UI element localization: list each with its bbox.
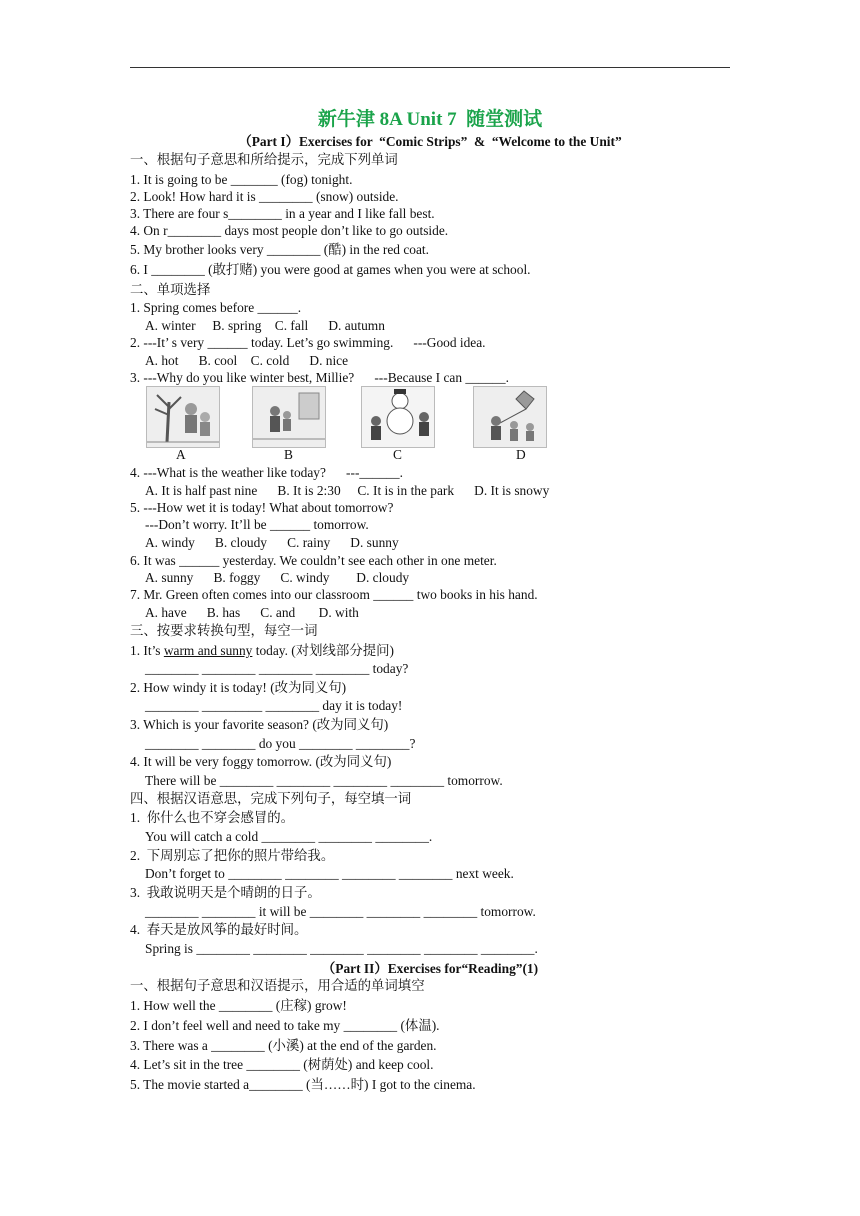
snowman-picture-icon (361, 386, 435, 448)
answer-blank-line: ________ ________ it will be ________ ________ ________ tomorrow. (145, 904, 536, 919)
options-line: A. It is half past nine B. It is 2:30 C. It is in the park D. It is snowy (145, 483, 550, 498)
question-line: 1. It is going to be _______ (fog) tonight. (130, 172, 353, 187)
question-line (130, 642, 394, 659)
picture-label: C (393, 447, 402, 462)
answer-blank-line: There will be ________ ________ ________ ________ tomorrow. (145, 773, 503, 788)
section-heading: 三、按要求转换句型，每空一词 (130, 623, 318, 638)
question-line: 1. 你什么也不穿会感冒的。 (130, 810, 295, 825)
answer-blank-line: Spring is ________ ________ ________ ________ ________ ________. (145, 941, 538, 956)
question-line: 5. ---How wet it is today! What about tomorrow? (130, 500, 394, 515)
section-heading: 一、根据句子意思和所给提示，完成下列单词 (130, 152, 398, 167)
question-text: 1. It’s (130, 643, 164, 658)
question-line: 3. ---Why do you like winter best, Millie? ---Because I can ______. (130, 370, 509, 385)
answer-blank-line: ________ ________ do you ________ ________? (145, 736, 416, 751)
question-line: 3. There are four s________ in a year and I like fall best. (130, 206, 435, 221)
picture-label: B (284, 447, 293, 462)
tree-planting-picture-icon (146, 386, 220, 448)
options-line: A. sunny B. foggy C. windy D. cloudy (145, 570, 410, 585)
question-line: 6. I ________ (敢打赌) you were good at games when you were at school. (130, 262, 531, 277)
picture-label: A (176, 447, 186, 462)
question-line: 1. How well the ________ (庄稼) grow! (130, 998, 347, 1013)
question-line: 6. It was ______ yesterday. We couldn’t see each other in one meter. (130, 553, 497, 568)
question-line: 4. It will be very foggy tomorrow. (改为同义句) (130, 754, 392, 769)
question-line: 3. 我敢说明天是个晴朗的日子。 (130, 885, 321, 900)
question-line: 4. 春天是放风筝的最好时间。 (130, 922, 308, 937)
answer-blank-line: You will catch a cold ________ ________ ________. (145, 829, 433, 844)
question-line: 5. The movie started a________ (当……时) I got to the cinema. (130, 1077, 476, 1092)
part2-heading: （Part II）Exercises for“Reading”(1) (321, 961, 539, 976)
part1-heading: （Part I）Exercises for “Comic Strips” & “Welcome to the Unit” (238, 134, 622, 149)
underlined-phrase: warm and sunny (163, 643, 253, 658)
section-heading: 二、单项选择 (130, 282, 211, 297)
question-line: 7. Mr. Green often comes into our classroom ______ two books in his hand. (130, 587, 538, 602)
page-title: 新牛津 8A Unit 7 随堂测试 (317, 109, 543, 130)
question-line: 1. Spring comes before ______. (130, 300, 302, 315)
question-line: ---Don’t worry. It’ll be ______ tomorrow. (145, 517, 369, 532)
walking-picture-icon (252, 386, 326, 448)
question-line: 4. Let’s sit in the tree ________ (树荫处) and keep cool. (130, 1057, 434, 1072)
question-line: 2. I don’t feel well and need to take my ________ (体温). (130, 1018, 440, 1033)
kite-flying-picture-icon (473, 386, 547, 448)
question-line: 2. Look! How hard it is ________ (snow) outside. (130, 189, 399, 204)
question-line: 4. ---What is the weather like today? ---______. (130, 465, 403, 480)
question-text: today. (对划线部分提问) (252, 643, 394, 658)
question-line: 3. There was a ________ (小溪) at the end of the garden. (130, 1038, 437, 1053)
question-line: 2. 下周别忘了把你的照片带给我。 (130, 848, 335, 863)
answer-blank-line: Don’t forget to ________ ________ ________ ________ next week. (145, 866, 514, 881)
question-line: 4. On r________ days most people don’t like to go outside. (130, 223, 449, 238)
question-line: 2. How windy it is today! (改为同义句) (130, 680, 347, 695)
question-line: 5. My brother looks very ________ (酷) in the red coat. (130, 242, 429, 257)
answer-blank-line: ________ ________ ________ ________ today? (145, 661, 409, 676)
section-heading: 一、根据句子意思和汉语提示，用合适的单词填空 (130, 978, 425, 993)
options-line: A. have B. has C. and D. with (145, 605, 359, 620)
section-heading: 四、根据汉语意思，完成下列句子，每空填一词 (130, 791, 412, 806)
options-line: A. hot B. cool C. cold D. nice (145, 353, 349, 368)
options-line: A. winter B. spring C. fall D. autumn (145, 318, 385, 333)
answer-blank-line: ________ _________ ________ day it is today! (145, 698, 403, 713)
picture-label: D (516, 447, 526, 462)
top-rule (130, 67, 730, 68)
question-line: 2. ---It’ s very ______ today. Let’s go swimming. ---Good idea. (130, 335, 486, 350)
options-line: A. windy B. cloudy C. rainy D. sunny (145, 535, 399, 550)
question-line: 3. Which is your favorite season? (改为同义句) (130, 717, 389, 732)
